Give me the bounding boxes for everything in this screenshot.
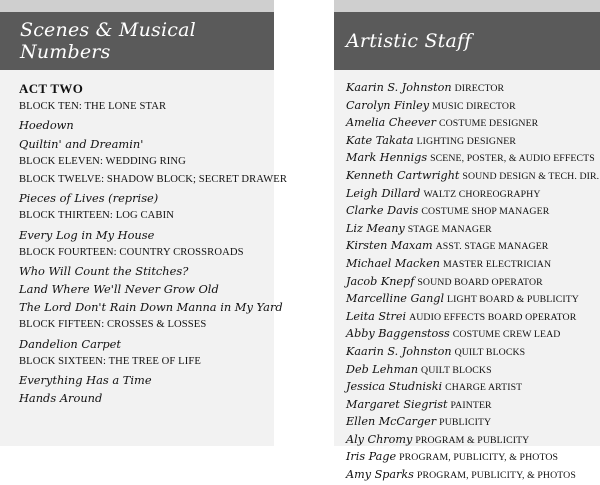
staff-name: Kenneth Cartwright: [346, 168, 460, 182]
song-title: Every Log in My House: [19, 227, 155, 242]
staff-entry: [346, 447, 600, 465]
staff-entry: [346, 148, 600, 166]
song-title: Quiltin' and Dreamin': [19, 136, 144, 151]
staff-role: PUBLICITY: [439, 417, 492, 429]
staff-name: Aly Chromy: [346, 432, 413, 446]
staff-role: PROGRAM & PUBLICITY: [415, 434, 530, 446]
block-title: BLOCK TWELVE: SHADOW BLOCK; SECRET DRAWER: [19, 173, 288, 185]
staff-role: LIGHTING DESIGNER: [416, 135, 516, 147]
staff-name: Kirsten Maxam: [346, 239, 433, 253]
staff-role: COSTUME SHOP MANAGER: [421, 206, 550, 218]
staff-entry: [346, 324, 600, 342]
act-heading: ACT TWO: [19, 81, 84, 96]
staff-entry: [346, 430, 600, 448]
block-title: BLOCK SIXTEEN: THE TREE OF LIFE: [19, 355, 201, 367]
staff-entry: [346, 184, 600, 202]
staff-role: QUILT BLOCKS: [421, 364, 492, 376]
staff-name: Iris Page: [346, 450, 397, 464]
staff-header: Artistic Staff: [334, 12, 600, 70]
song-title: Land Where We'll Never Grow Old: [19, 282, 219, 297]
staff-entry: [346, 289, 600, 307]
staff-entry: [346, 113, 600, 131]
song-title: Dandelion Carpet: [19, 336, 121, 351]
staff-role: CHARGE ARTIST: [445, 382, 523, 394]
song-title: Hands Around: [19, 391, 103, 406]
staff-entry: [346, 96, 600, 114]
song-title: Everything Has a Time: [19, 373, 152, 387]
staff-entry: [346, 342, 600, 360]
staff-panel: [334, 0, 600, 482]
scenes-header: Scenes & Musical Numbers: [0, 12, 274, 70]
staff-role: SOUND DESIGN & TECH. DIR.: [462, 170, 600, 182]
scenes-panel: [0, 0, 288, 446]
staff-name: Mark Hennigs: [346, 151, 428, 165]
staff-role: PAINTER: [450, 399, 492, 411]
block-title: BLOCK FOURTEEN: COUNTRY CROSSROADS: [19, 246, 244, 258]
staff-entry: [346, 201, 600, 219]
song-title: Pieces of Lives (reprise): [19, 191, 159, 206]
staff-role: LIGHT BOARD & PUBLICITY: [447, 294, 579, 306]
staff-role: PROGRAM, PUBLICITY, & PHOTOS: [416, 470, 576, 482]
staff-name: Kaarin S. Johnston: [346, 344, 452, 358]
staff-entry: [346, 377, 600, 395]
staff-role: COSTUME CREW LEAD: [452, 329, 561, 341]
staff-name: Amelia Cheever: [346, 116, 436, 130]
staff-role: ASST. STAGE MANAGER: [435, 241, 549, 253]
staff-name: Clarke Davis: [346, 204, 419, 218]
staff-role: STAGE MANAGER: [407, 223, 492, 235]
scenes-top-bar: [0, 0, 274, 12]
staff-entry: [346, 412, 600, 430]
staff-role: QUILT BLOCKS: [454, 346, 526, 358]
staff-name: Ellen McCarger: [346, 415, 437, 429]
staff-name: Abby Baggenstoss: [346, 327, 450, 341]
staff-entry: [346, 307, 600, 325]
staff-name: Amy Sparks: [346, 468, 414, 482]
staff-name: Leigh Dillard: [346, 186, 421, 200]
staff-name: Leita Strei: [346, 309, 407, 323]
staff-entry: [346, 166, 600, 184]
staff-name: Kate Takata: [346, 133, 414, 147]
staff-name: Deb Lehman: [346, 362, 419, 376]
staff-role: AUDIO EFFECTS BOARD OPERATOR: [409, 311, 577, 323]
staff-name: Marcelline Gangl: [346, 292, 445, 306]
staff-entry: [346, 465, 600, 483]
staff-entry: [346, 272, 600, 290]
staff-name: Jessica Studniski: [346, 380, 443, 394]
staff-role: COSTUME DESIGNER: [439, 118, 539, 130]
staff-name: Kaarin S. Johnston: [346, 81, 452, 94]
staff-role: SCENE, POSTER, & AUDIO EFFECTS: [430, 153, 595, 165]
staff-entry: [346, 236, 600, 254]
staff-entry: [346, 395, 600, 413]
staff-role: SOUND BOARD OPERATOR: [417, 276, 543, 288]
staff-name: Carolyn Finley: [346, 98, 430, 112]
staff-entry: [346, 131, 600, 149]
staff-name: Michael Macken: [346, 256, 440, 270]
song-title: Who Will Count the Stitches?: [19, 263, 189, 278]
staff-entry: [346, 254, 600, 272]
staff-name: Jacob Knepf: [346, 274, 415, 288]
staff-role: MASTER ELECTRICIAN: [442, 258, 552, 270]
block-title: BLOCK ELEVEN: WEDDING RING: [19, 155, 186, 167]
scenes-list: [0, 70, 288, 407]
block-title: BLOCK THIRTEEN: LOG CABIN: [19, 210, 174, 222]
staff-entry: [346, 219, 600, 237]
staff-name: Liz Meany: [346, 221, 405, 235]
staff-entry: [346, 360, 600, 378]
staff-list: [334, 70, 600, 483]
staff-role: WALTZ CHOREOGRAPHY: [423, 188, 541, 200]
block-title: BLOCK FIFTEEN: CROSSES & LOSSES: [19, 319, 207, 331]
song-title: Hoedown: [19, 118, 74, 133]
song-title: The Lord Don't Rain Down Manna in My Yard: [19, 300, 283, 315]
block-title: BLOCK TEN: THE LONE STAR: [19, 101, 167, 113]
staff-role: MUSIC DIRECTOR: [432, 100, 516, 112]
staff-role: PROGRAM, PUBLICITY, & PHOTOS: [399, 452, 559, 464]
staff-entry: [346, 78, 600, 96]
staff-name: Margaret Siegrist: [346, 397, 448, 411]
staff-top-bar: [334, 0, 600, 12]
staff-role: DIRECTOR: [454, 83, 505, 94]
